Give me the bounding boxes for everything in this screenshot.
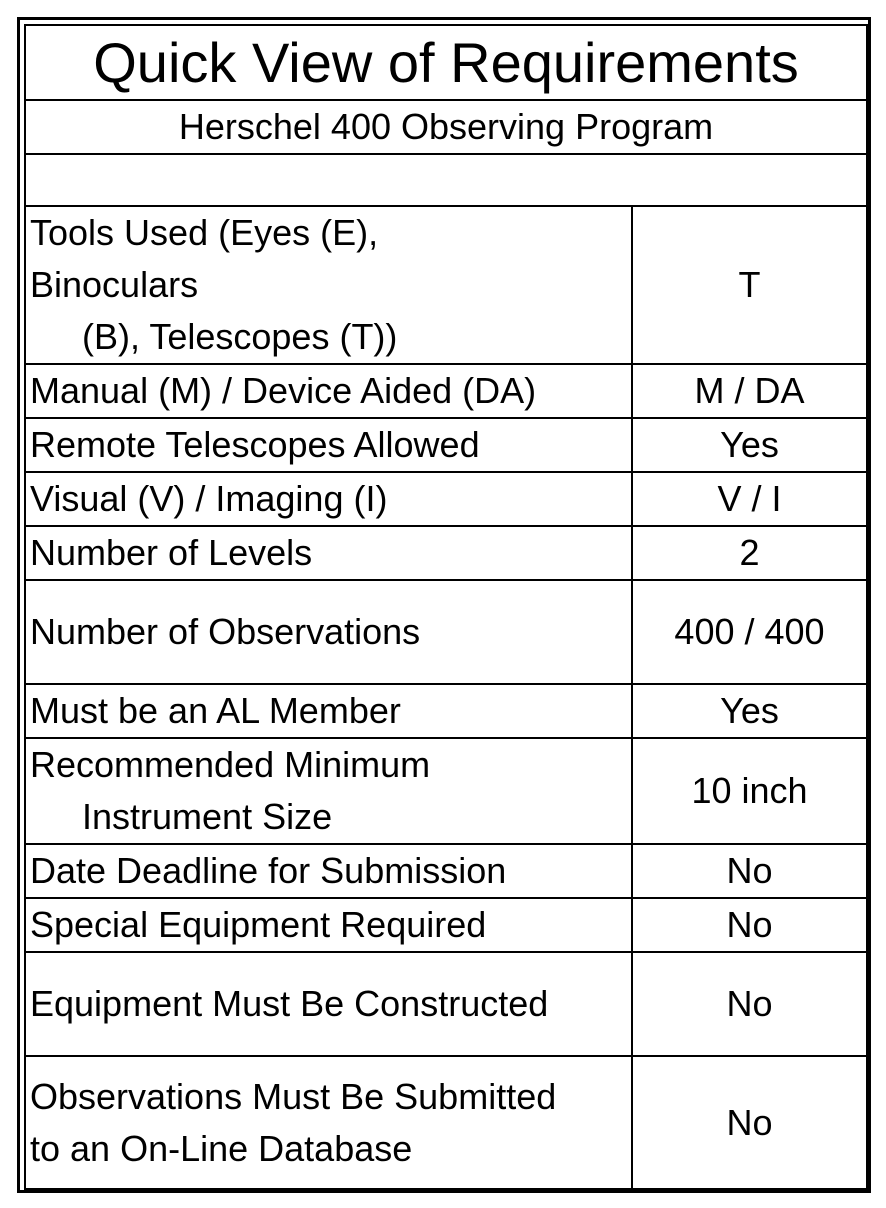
row-label: Manual (M) / Device Aided (DA) <box>26 364 632 418</box>
row-value: M / DA <box>632 364 867 418</box>
row-value: No <box>632 898 867 952</box>
row-label: Equipment Must Be Constructed <box>26 952 632 1056</box>
table-row <box>26 1056 867 1189</box>
row-label: Number of Levels <box>26 526 632 580</box>
row-value: 2 <box>632 526 867 580</box>
row-value: T <box>632 206 867 364</box>
row-label-line: Tools Used (Eyes (E), <box>30 212 379 253</box>
table-row <box>26 898 867 952</box>
row-value: V / I <box>632 472 867 526</box>
row-label <box>26 738 632 844</box>
row-label-line: Recommended Minimum <box>30 744 431 785</box>
title-row <box>26 26 867 100</box>
table-title: Quick View of Requirements <box>26 26 867 100</box>
row-value: Yes <box>632 418 867 472</box>
requirements-table-container <box>24 24 868 1190</box>
table-row <box>26 844 867 898</box>
row-label: Visual (V) / Imaging (I) <box>26 472 632 526</box>
row-label-line: to an On-Line Database <box>30 1127 413 1169</box>
table-row <box>26 418 867 472</box>
row-label <box>26 206 632 364</box>
requirements-frame <box>17 17 871 1193</box>
row-label <box>26 1056 632 1189</box>
row-value: No <box>632 844 867 898</box>
table-row <box>26 684 867 738</box>
table-row <box>26 526 867 580</box>
table-row <box>26 952 867 1056</box>
row-label: Must be an AL Member <box>26 684 632 738</box>
blank-cell <box>26 154 867 206</box>
row-value: No <box>632 1056 867 1189</box>
table-row <box>26 738 867 844</box>
row-label: Number of Observations <box>26 580 632 684</box>
row-label-line: Observations Must Be Submitted <box>30 1075 557 1117</box>
row-label: Date Deadline for Submission <box>26 844 632 898</box>
blank-row <box>26 154 867 206</box>
row-label-line: Instrument Size <box>82 796 333 837</box>
table-row <box>26 364 867 418</box>
table-subtitle: Herschel 400 Observing Program <box>26 100 867 154</box>
table-row <box>26 580 867 684</box>
requirements-table <box>26 26 868 1190</box>
row-value: 10 inch <box>632 738 867 844</box>
row-label: Remote Telescopes Allowed <box>26 418 632 472</box>
subtitle-row <box>26 100 867 154</box>
row-label: Special Equipment Required <box>26 898 632 952</box>
row-label-line: (B), Telescopes (T)) <box>82 316 398 357</box>
row-value: No <box>632 952 867 1056</box>
row-value: Yes <box>632 684 867 738</box>
table-row <box>26 472 867 526</box>
row-label-line: Binoculars <box>30 264 199 305</box>
row-value: 400 / 400 <box>632 580 867 684</box>
table-row <box>26 206 867 364</box>
